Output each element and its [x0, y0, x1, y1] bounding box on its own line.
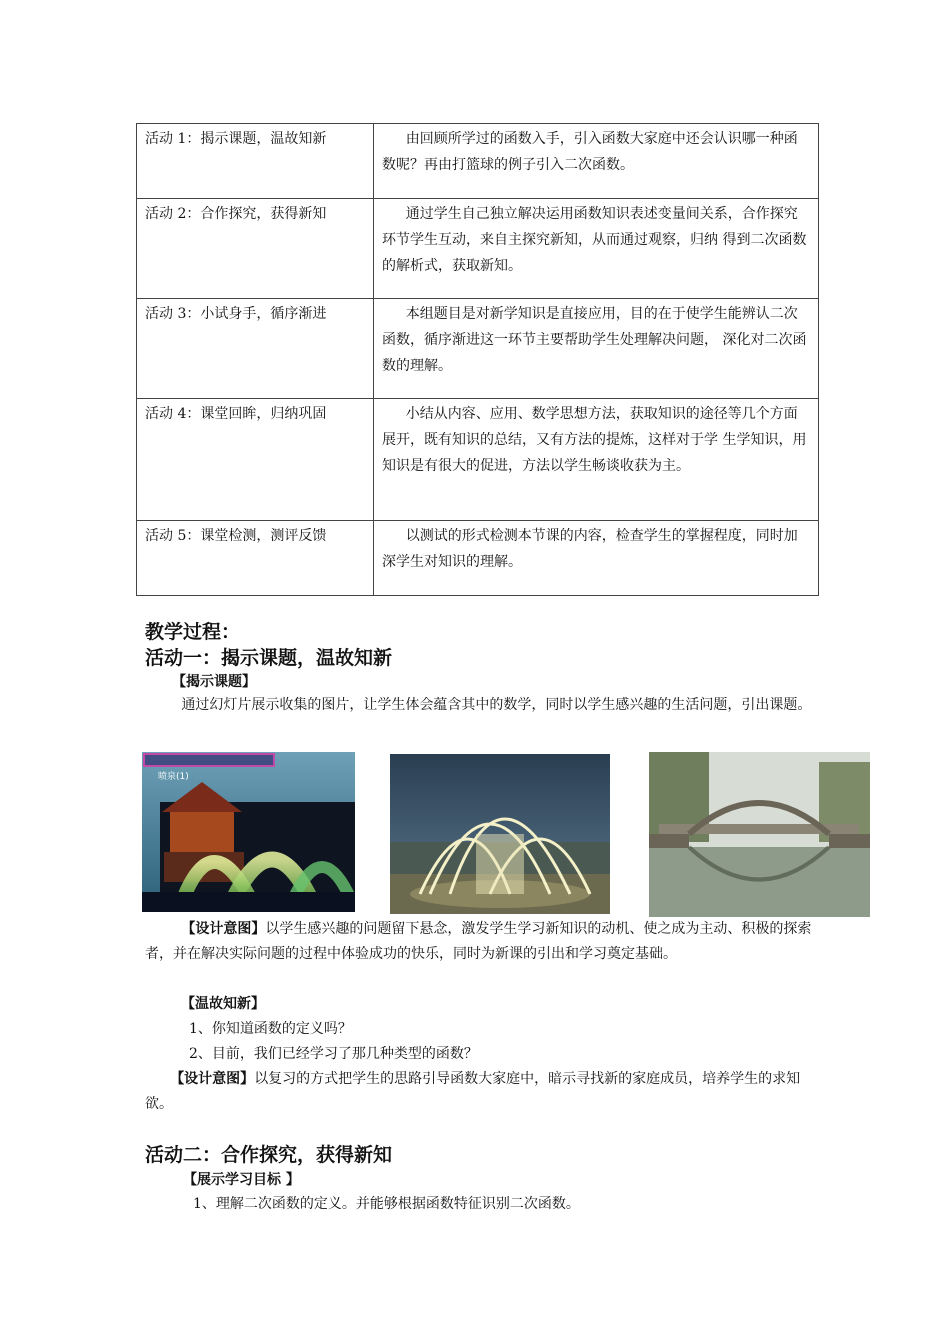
review-label: 【温故知新】 — [181, 996, 265, 1012]
activity-name-cell: 活动 5：课堂检测，测评反馈 — [137, 521, 374, 596]
design-intent-text: 以学生感兴趣的问题留下悬念，激发学生学习新知识的动机、使之成为主动、积极的探索者，并在解决实际问题的过程中体验成功的快乐，同时为新课的引出和学习奠定基础。 — [145, 921, 812, 962]
activity-name-cell: 活动 4：课堂回眸，归纳巩固 — [137, 399, 374, 521]
activity-description-cell — [374, 124, 819, 199]
reveal-topic-paragraph — [145, 693, 820, 718]
activity-name-cell: 活动 2：合作探究，获得新知 — [137, 199, 374, 299]
activity-description: 通过学生自己独立解决运用函数知识表述变量间关系，合作探究环节学生互动，来自主探究新知，从而通过观察，归纳 得到二次函数的解析式，获取新知。 — [382, 206, 807, 274]
arch-bridge-image — [649, 752, 870, 917]
learning-goal-1: 1、理解二次函数的定义。并能够根据函数特征识别二次函数。 — [193, 1196, 580, 1212]
design-intent-2 — [145, 1067, 820, 1117]
activity-description-cell — [374, 299, 819, 399]
plaza-fountain-image — [390, 754, 610, 914]
activity-name-cell: 活动 1：揭示课题，温故知新 — [137, 124, 374, 199]
activity-description-cell — [374, 199, 819, 299]
table-row — [137, 124, 819, 199]
review-question-2: 2、目前，我们已经学习了那几种类型的函数？ — [189, 1046, 478, 1062]
process-title: 教学过程： — [145, 621, 241, 643]
image-caption: 喷泉(1) — [158, 772, 189, 782]
reveal-topic-text: 通过幻灯片展示收集的图片，让学生体会蕴含其中的数学，同时以学生感兴趣的生活问题，引出课题。 — [181, 697, 812, 713]
design-intent-label: 【设计意图】 — [170, 1071, 255, 1087]
review-question-1: 1、你知道函数的定义吗？ — [189, 1021, 352, 1037]
design-intent-label: 【设计意图】 — [181, 921, 266, 937]
activity-name-cell: 活动 3：小试身手，循序渐进 — [137, 299, 374, 399]
palace-fountain-image — [142, 752, 355, 912]
table-row — [137, 299, 819, 399]
activity-description-cell — [374, 399, 819, 521]
table-row — [137, 199, 819, 299]
activity-description: 由回顾所学过的函数入手，引入函数大家庭中还会认识哪一种函数呢？再由打篮球的例子引入二次函数。 — [382, 131, 798, 173]
activity-table — [136, 123, 819, 596]
learning-goals-label: 【展示学习目标 】 — [183, 1172, 300, 1188]
activity1-heading: 活动一：揭示课题，温故知新 — [145, 647, 393, 669]
activity2-heading: 活动二：合作探究，获得新知 — [145, 1144, 393, 1166]
design-intent-1 — [145, 917, 820, 967]
activity-description: 以测试的形式检测本节课的内容，检查学生的掌握程度，同时加深学生对知识的理解。 — [382, 528, 798, 570]
activity-description-cell — [374, 521, 819, 596]
design-intent-text: 以复习的方式把学生的思路引导函数大家庭中，暗示寻找新的家庭成员，培养学生的求知欲。 — [145, 1071, 801, 1112]
table-row — [137, 399, 819, 521]
reveal-topic-label: 【揭示课题】 — [172, 674, 256, 690]
table-row — [137, 521, 819, 596]
activity-description: 本组题目是对新学知识是直接应用，目的在于使学生能辨认二次函数，循序渐进这一环节主要帮助学生处理解决问题， 深化对二次函数的理解。 — [382, 306, 807, 374]
activity-description: 小结从内容、应用、数学思想方法，获取知识的途径等几个方面展开，既有知识的总结，又有方法的提炼，这样对于学 生学知识，用知识是有很大的促进，方法以学生畅谈收获为主。 — [382, 406, 807, 474]
